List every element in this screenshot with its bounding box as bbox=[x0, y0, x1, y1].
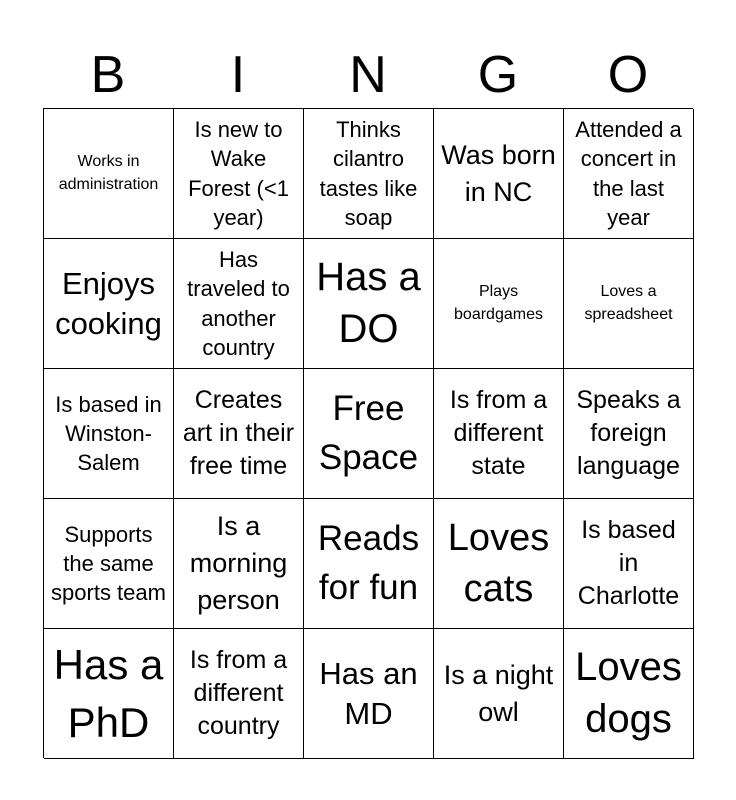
cell-text: Attended a concert in the last year bbox=[575, 117, 682, 230]
cell-text: Is from a different country bbox=[189, 646, 288, 740]
bingo-cell[interactable] bbox=[304, 239, 434, 369]
bingo-board bbox=[43, 108, 693, 758]
cell-text: Speaks a foreign language bbox=[576, 386, 681, 480]
cell-text: Is a morning person bbox=[189, 511, 288, 615]
header-letter-o: O bbox=[607, 46, 649, 104]
bingo-cell[interactable] bbox=[304, 109, 434, 239]
cell-text: Thinks cilantro tastes like soap bbox=[319, 117, 418, 230]
header-letter-i: I bbox=[230, 46, 246, 104]
bingo-cell[interactable] bbox=[434, 369, 564, 499]
bingo-cell[interactable] bbox=[434, 109, 564, 239]
cell-text: Is from a different state bbox=[449, 386, 548, 480]
cell-text: Loves dogs bbox=[575, 645, 682, 741]
bingo-cell[interactable] bbox=[434, 629, 564, 759]
cell-text: Is based in Charlotte bbox=[577, 516, 680, 610]
cell-text: Has a PhD bbox=[53, 640, 164, 746]
bingo-cell[interactable] bbox=[564, 629, 694, 759]
bingo-cell[interactable] bbox=[174, 369, 304, 499]
cell-text: Creates art in their free time bbox=[182, 386, 295, 480]
cell-text: Supports the same sports team bbox=[51, 521, 166, 606]
bingo-cell[interactable] bbox=[564, 369, 694, 499]
bingo-cell[interactable] bbox=[434, 499, 564, 629]
cell-text: Has an MD bbox=[319, 655, 418, 731]
bingo-cell[interactable] bbox=[44, 369, 174, 499]
bingo-cell[interactable] bbox=[304, 499, 434, 629]
header-letter-n: N bbox=[349, 46, 387, 104]
cell-text: Was born in NC bbox=[441, 139, 556, 207]
header-letter-g: G bbox=[477, 46, 519, 104]
bingo-cell[interactable] bbox=[564, 109, 694, 239]
cell-text: Is new to Wake Forest (<1 year) bbox=[188, 117, 289, 230]
cell-text: Enjoys cooking bbox=[55, 265, 162, 341]
cell-text: Free Space bbox=[318, 389, 419, 477]
bingo-cell[interactable] bbox=[564, 499, 694, 629]
cell-text: Plays boardgames bbox=[454, 283, 543, 323]
cell-text: Has a DO bbox=[316, 255, 421, 351]
bingo-cell[interactable] bbox=[44, 239, 174, 369]
header-letter-b: B bbox=[90, 46, 126, 104]
bingo-cell[interactable] bbox=[44, 629, 174, 759]
cell-text: Is based in Winston-Salem bbox=[55, 391, 162, 476]
cell-text: Is a night owl bbox=[443, 659, 554, 727]
bingo-cell[interactable] bbox=[44, 109, 174, 239]
cell-text: Loves cats bbox=[447, 517, 550, 610]
bingo-cell[interactable] bbox=[44, 499, 174, 629]
cell-text: Has traveled to another country bbox=[187, 247, 290, 360]
bingo-cell[interactable] bbox=[434, 239, 564, 369]
bingo-cell[interactable] bbox=[174, 499, 304, 629]
bingo-cell[interactable] bbox=[174, 109, 304, 239]
bingo-cell[interactable] bbox=[174, 239, 304, 369]
bingo-cell[interactable] bbox=[304, 369, 434, 499]
bingo-cell[interactable] bbox=[564, 239, 694, 369]
bingo-header bbox=[43, 42, 693, 108]
bingo-cell[interactable] bbox=[174, 629, 304, 759]
cell-text: Works in administration bbox=[58, 153, 159, 193]
bingo-cell[interactable] bbox=[304, 629, 434, 759]
cell-text: Loves a spreadsheet bbox=[584, 283, 673, 323]
cell-text: Reads for fun bbox=[317, 519, 420, 607]
